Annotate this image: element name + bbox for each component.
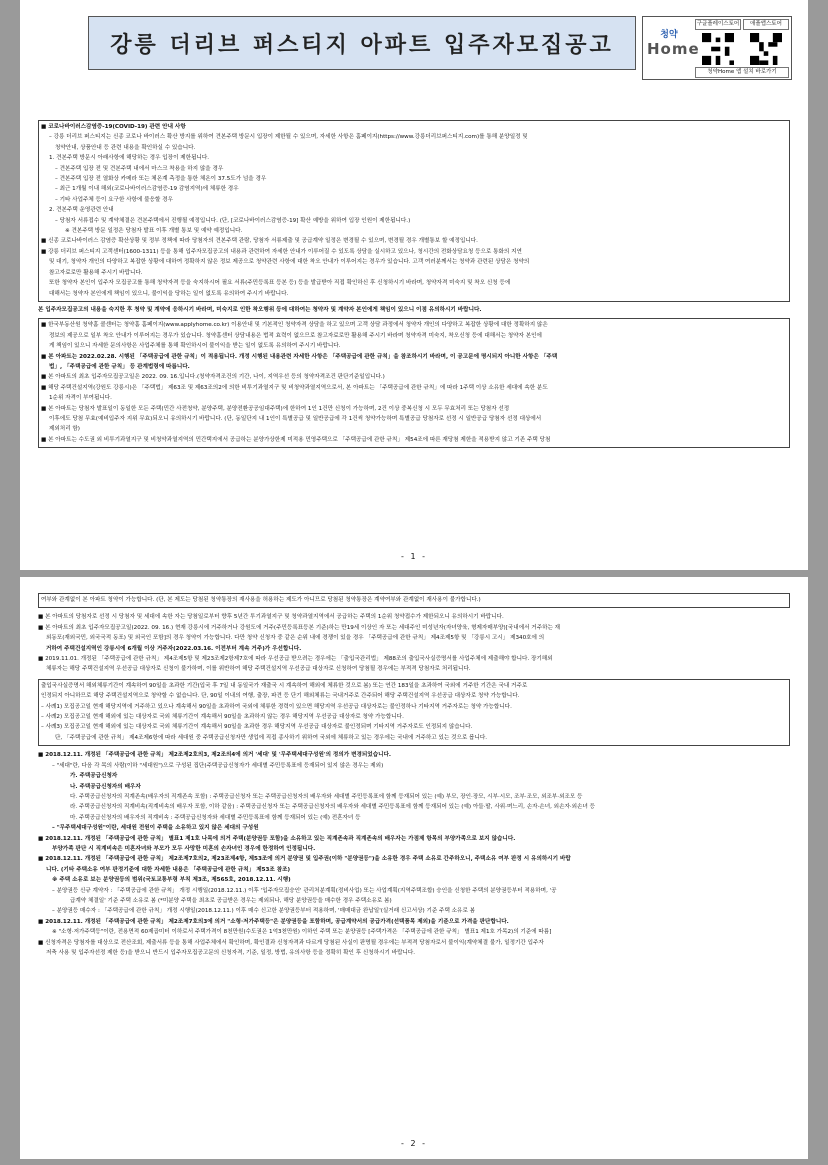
text-line: ■ 강릉 더리브 퍼스티지 고객센터(1600-1311) 등을 통해 입주자모집공고의 내용과 관련하여 자세한 안내가 이루어질 수 있도록 상담을 실시하고 있으나, 청시간의 전화상담요청 등으로 통화의 지연: [41, 248, 522, 255]
text-line: 1. 견본주택 방문시 아래사항에 해당하는 경우 입장이 제한됩니다.: [49, 155, 210, 162]
text-line: 출입국사실증명서 해외체류기간이 계속하여 90일을 초과한 기간(입국 후 7일 내 동일국가 재출국 시 계속하여 해외에 체류한 것으로 봄) 또는 연간 183일을 초과하여 국외에 거주한 기간은 국내 거주로: [41, 682, 528, 689]
text-line: ■ 본 아파트는 2022.02.28. 시행된 「주택공급에 관한 규칙」이 적용됩니다. 개정 시행된 내용관련 자세한 사항은 「주택공급에 관한 규칙」을 참조하시기 바라며, 이 공고문에 명시되지 아니한 사항은 「주택: [41, 353, 558, 360]
text-line: 2. 견본주택 운영관련 안내: [49, 207, 114, 214]
text-line: 라. 주택공급신청자의 직계비속(직계비속의 배우자 포함, 이하 같음) : 주택공급신청자 또는 주택공급신청자의 배우자와 세대별 주민등록표에 함께 등재되어 있는 (예) 아들·딸, 사위·며느리, 손자·손녀, 외손자·외손녀 등: [70, 804, 596, 811]
app-store-qr[interactable]: [743, 19, 789, 65]
text-line: 부양가족 판단 시 직계비속은 미혼자녀와 부모가 모두 사망한 미혼의 손자녀인 경우에 한정하여 인정됩니다.: [52, 845, 316, 852]
text-line: ■ 신청자격은 당첨자를 대상으로 전산조회, 제출서류 등을 통해 사업주체에서 확인하며, 확인결과 신청자격과 다르게 당첨된 사실이 판명될 경우에는 부적격 당첨자로서 불이익(계약체결 불가, 일정기간 입주자: [38, 939, 544, 946]
text-line: 다. 주택공급신청자의 직계존속(배우자의 직계존속 포함) : 주택공급신청자 또는 주택공급신청자의 배우자와 세대별 주민등록표에 함께 등재되어 있는 (예) 부모, 장인·장모, 시부·시모, 조부·조모, 외조부·외조모 등: [70, 793, 583, 800]
text-line: – 분양권등 신규 계약자 : 「주택공급에 관한 규칙」 개정 시행일(2018.12.11.) 이후 '입주자모집승인' 관리처분계획(정비사업) 또는 사업계획(지역주택조합) 승인을 신청한 주택의 분양권등부터 적용하며, '공: [52, 887, 557, 894]
qr-label: 애플앱스토어: [743, 19, 789, 30]
text-line: 니다. (기타 주택소유 여부 판정기준에 대한 자세한 내용은 「주택공급에 관한 규칙」 제53조 참조): [46, 866, 291, 873]
notice-heading: 본 입주자모집공고의 내용을 숙지한 후 청약 및 계약에 응하시기 바라며, 미숙지로 인한 착오행위 등에 대하여는 청약자 및 계약자 본인에게 책임이 있으니 이점 유의하시기 바랍니다.: [38, 306, 482, 313]
text-line: ■ 해당 주택건설지역(강원도 강릉시)은 「주택법」 제63조 및 제63조의2에 의한 비투기과열지구 및 비청약과열지역으로서, 본 아파트는 「주택공급에 관한 규칙」에 따라 1주택 이상 소유한 세대에 속한 분도: [41, 384, 548, 391]
text-line: 정보의 제공으로 일부 착오 안내가 이루어지는 경우가 있습니다. 청약홈센터 상담내용은 법적 효력이 없으므로 참고자료로만 활용해 주시기 바라며 청약자격 미숙지, 착오신청 등에 대해서는 청약자 본인에: [49, 332, 542, 339]
text-line: ■ 한국부동산원 청약홈 콜센터는 청약홈 홈페이지(www.applyhome.co.kr) 이용안내 및 기본적인 청약자격 상담을 하고 있으며 고객 상담 과정에서 청약자 개인의 다양하고 복잡한 상황에 대한 정확하지 않은: [41, 322, 548, 329]
text-line: – 사례2) 모집공고일 현재 해외에 있는 대상자로 국외 체류기간이 계속해서 90일을 초과하지 않는 경우 해당지역 우선공급 대상자로 청약 가능합니다.: [41, 714, 404, 721]
page-2: [20, 577, 808, 1159]
logo-bottom-text: Home: [647, 40, 700, 58]
covid-notice-box: [38, 120, 790, 302]
text-line: 외동포(재외국민, 외국국적 동포) 및 외국인 포함]의 경우 청약이 가능합니다. 다만 청약 신청자 중 같은 순위 내에 경쟁이 있을 경우 「주택공급에 관한 규칙」 제4조제5항 및 「강릉시 고시」 제340호에 의: [46, 635, 545, 642]
text-line: ※ 주택 소유로 보는 분양권등의 범위(국토교통부령 부칙 제3조, 제565호, 2018.12.11. 시행): [52, 877, 291, 884]
page-title: 강릉 더리브 퍼스티지 아파트 입주자모집공고: [110, 32, 614, 58]
text-line: 나. 주택공급신청자의 배우자: [70, 783, 141, 790]
text-line: 거하여 주택건설지역인 강릉시에 6개월 이상 거주자(2022.03.16. 이전부터 계속 거주)가 우선합니다.: [46, 645, 302, 652]
text-line: ※ "소형·저가주택등"이란, 전용면적 60제곱미터 이하로서 주택가격이 8천만원(수도권은 1억3천만원) 이하인 주택 또는 분양권등 [주택가격은 「주택공급에 관한 규칙」 별표1 제1호 가목2)의 기준에 따름]: [52, 929, 552, 936]
text-line: 게 책임이 있으니 자세한 문의사항은 사업주체를 통해 확인하시어 불이익을 받는 일이 없도록 유의하여 주시기 바랍니다.: [49, 343, 341, 350]
page-1: [20, 0, 808, 570]
text-line: ■ 본 아파트의 최초 입주자모집공고일(2022. 09. 16.) 현재 강릉시에 거주하거나 강원도에 거주(주민등록표등본 기준)하는 만19세 이상인 자 또는 세대주인 미성년자(자녀양육, 형제자매부양)[국내에서 거주하는 재: [38, 624, 561, 631]
residency-notice-lines: [38, 612, 790, 674]
text-line: ■ 본 아파트는 수도권 외 비투기과열지구 및 비청약과열지역의 민간택지에서 공급하는 분양가상한제 미적용 민영주택으로 「주택공급에 관한 규칙」 제54조에 따른 재당첨 제한을 적용받지 않고 기존 주택 당첨: [41, 436, 551, 443]
text-line: – "무주택세대구성원"이란, 세대원 전원이 주택을 소유하고 있지 않은 세대의 구성원: [52, 825, 259, 832]
text-line: ■ 2019.11.01. 개정된 「주택공급에 관한 규칙」 제4조제5항 및 제23조제2항제7호에 따라 우선공급 받으려는 경우에는 「출입국관리법」 제88조의 출입국사실증명서를 사업주체에 제출해야 합니다. 장기해외: [38, 656, 553, 663]
text-line: 여부와 관계없이 본 아파트 청약이 가능합니다. (단, 본 제도는 당첨된 청약통장의 재사용을 허용하는 제도가 아니므로 당첨된 청약통장은 계약여부와 관계없이 재사용이 불가합니다.): [41, 597, 481, 603]
text-line: ■ 본 아파트의 최초 입주자모집공고일은 2022. 09. 16.입니다.(청약자격조건의 기간, 나이, 지역우선 등의 청약자격조건 판단기준일입니다.): [41, 374, 385, 381]
text-line: ■ 신종 코로나바이러스 감염증 확산상황 및 정부 정책에 따라 당첨자의 견본주택 관람, 당첨자 서류제출 및 공급계약 일정은 변경될 수 있으며, 변경될 경우 개별통보 할 예정입니다.: [41, 238, 478, 245]
cheongyak-home-logo: [647, 27, 700, 58]
text-line: – 기타 사업주체 등이 요구한 사항에 불응할 경우: [55, 196, 173, 203]
text-line: 1순위 자격이 부여됩니다.: [49, 395, 112, 402]
text-line: – 사례3) 모집공고일 현재 해외에 있는 대상자로 국외 체류기간이 계속해서 90일을 초과한 경우 해당지역 우선공급 대상자로 불인정되며 기타지역 거주자로도 인정되지 않습니다.: [41, 724, 473, 731]
qr-code-icon: [750, 33, 782, 65]
text-line: ■ 2018.12.11. 개정된 「주택공급에 관한 규칙」 제2조제2호의3, 제2조의4에 의거 '세대' 및 '무주택세대구성원'의 정의가 변경되었습니다.: [38, 752, 392, 759]
text-line: – 견본주택 입장 전 및 견본주택 내에서 마스크 착용을 하지 않을 경우: [55, 165, 224, 172]
overseas-stay-box: [38, 679, 790, 746]
app-download-box: [642, 16, 792, 80]
text-line: 법」, 「주택공급에 관한 규칙」 등 관계법령에 따릅니다.: [49, 363, 190, 370]
page-2-content: [38, 593, 790, 958]
text-line: – 최근 1개월 이내 해외(코로나바이러스감염증-19 감염지역)에 체류한 경우: [55, 186, 239, 193]
text-line: 가. 주택공급신청자: [70, 773, 118, 780]
text-line: 참고자료로만 활용해 주시기 바랍니다.: [49, 269, 143, 276]
text-line: – 사례1) 모집공고일 현재 해당지역에 거주하고 있으나 계속해서 90일을 초과하여 국외에 체류한 경력이 있으면 해당지역 우선공급 대상자로는 불인정하나 기타지역 거주자로는 청약 가능합니다.: [41, 703, 512, 710]
text-line: 인정되지 아니하므로 해당 주택건설지역으로 청약할 수 없습니다. 단, 90일 이내의 여행, 출장, 파견 등 단기 해외체류는 국내거주로 간주되어 해당 주택건설지역 우선공급 대상자로 청약 가능합니다.: [41, 693, 520, 700]
logo-top-text: 청약: [660, 30, 678, 40]
google-play-qr[interactable]: [695, 19, 741, 65]
text-line: – 분양권등 매수자 : 「주택공급에 관한 규칙」 개정 시행일(2018.12.11.) 이후 매수 신고한 분양권등부터 적용하며, '매매대금 완납일'(실거래 신고서상) 기준 주택 소유로 봄: [52, 908, 476, 915]
page-1-content: [38, 120, 790, 448]
page-number: - 2 -: [401, 1139, 427, 1148]
text-line: 단, 「주택공급에 관한 규칙」 제4조제6항에 따라 세대원 중 주택공급신청자만 생업에 직접 종사하기 위하여 국외에 체류하고 있는 경우에는 국내에 거주하고 있는 것으로 봅니다.: [55, 734, 488, 741]
continued-notice-box: [38, 593, 790, 608]
text-line: 마. 주택공급신청자의 배우자의 직계비속 : 주택공급신청자와 세대별 주민등록표에 함께 등재되어 있는 (예) 전혼자녀 등: [70, 814, 361, 821]
text-line: 청약안내, 상품안내 등 관련 내용을 확인하실 수 있습니다.: [55, 144, 196, 151]
text-line: ■ 2018.12.11. 개정된 「주택공급에 관한 규칙」 별표1 제1호 나목에 의거 주택(분양권등 포함)을 소유하고 있는 직계존속과 직계존속의 배우자는 가점제 항목의 부양가족으로 보지 않습니다.: [38, 835, 516, 842]
title-box: [88, 16, 636, 70]
text-line: ■ 본 아파트의 당첨자로 선정 시 당첨자 및 세대에 속한 자는 당첨일로부터 향후 5년간 투기과열지구 및 청약과열지역에서 공급하는 주택의 1순위 청약접수가 제한되오니 유의하시기 바랍니다.: [38, 614, 504, 621]
text-line: – 당첨자 서류접수 및 계약체결은 견본주택에서 진행될 예정입니다. (단, [코로나바이러스감염증-19] 확산 예방을 위하여 입장 인원이 제한됩니다.): [55, 217, 411, 224]
text-line: 이후에도 당첨 무효(예비입주자 지위 무효)되오니 유의하시기 바랍니다. (단, 동일단지 내 1인이 특별공급 및 일반공급에 각 1건씩 청약가능하며 특별공급 당첨자로 선정 시 일반공급 당첨자 선정 대상에서: [49, 415, 542, 422]
text-line: ※ 견본주택 방문 일정은 당첨자 발표 이후 개별 통보 및 예약 예정입니다.: [65, 228, 243, 235]
text-line: – 강릉 더리브 퍼스티지는 신종 코로나 바이러스 확산 방지를 위하여 견본주택 방문시 입장이 제한될 수 있으며, 자세한 사항은 홈페이지(https://www.강릉더리브퍼스티지.com)를 통해 분양일정 및: [49, 134, 528, 141]
page-number: - 1 -: [401, 552, 427, 561]
text-line: 제외처리 함): [49, 426, 80, 433]
qr-code-icon: [702, 33, 734, 65]
text-line: 대해서는 청약자 본인에게 책임이 있으니, 불이익을 당하는 일이 없도록 유의하여 주시기 바랍니다.: [49, 290, 289, 297]
text-line: – "세대"란, 다음 각 목의 사람(이하 "세대원")으로 구성된 집단(주택공급신청자가 세대별 주민등록표에 등재되어 있지 않은 경우는 제외): [52, 762, 384, 769]
text-line: 및 대기, 청약자 개인의 다양하고 복잡한 상황에 대하여 정확하지 않은 정보 제공으로 청약관련 사항에 대한 착오 안내가 이루어지는 경우가 있습니다. 고객 여러분께서는 청약과 관련된 상담은 청약의: [49, 259, 530, 266]
text-line: – 견본주택 입장 전 열화상 카메라 또는 체온계 측정을 통한 체온이 37.5도가 넘을 경우: [55, 176, 267, 183]
text-line: 체류자는 해당 주택건설지역 우선공급 대상자로 신청이 불가하며, 이를 위반하여 해당 주택건설지역 우선공급 대상자로 신청하여 당첨될 경우에는 부적격 당첨자로 처리됩니다.: [46, 666, 471, 673]
text-line: ■ 2018.12.11. 개정된 「주택공급에 관한 규칙」 제2조제7호의3에 의거 "소형·저가주택등"은 분양권등을 포함하며, 공급계약서의 공급가격(선택품목 제외)을 기준으로 가격을 판단합니다.: [38, 918, 509, 925]
text-line: 또한 청약자 본인이 입주자 모집공고를 통해 청약자격 등을 숙지하시어 필요 서류(주민등록표 등본 등) 등을 발급받아 직접 확인하신 후 신청하시기 바라며, 청약자격 미숙지 및 착오 신청 등에: [49, 280, 511, 287]
text-line: ■ 코로나바이러스감염증-19(COVID-19) 관련 안내 사항: [41, 124, 186, 130]
text-line: ■ 2018.12.11. 개정된 「주택공급에 관한 규칙」 제2조제7호의2, 제23조제4항, 제53조에 의거 분양권 및 입주권(이하 "분양권등")을 소유한 경우 주택 소유로 간주하오니, 주택소유 여부 판정 시 유의하시기 바랍: [38, 856, 571, 863]
qr-label: 구글플레이스토어: [695, 19, 741, 30]
app-install-caption[interactable]: 청약Home 앱 설치 바로가기: [695, 67, 789, 78]
household-rules-lines: [38, 750, 790, 958]
text-line: 저축 사용 및 입주자선정 제한 등)을 받으니 반드시 입주자모집공고문의 신청자격, 기준, 일정, 방법, 유의사항 등을 정확히 확인 후 신청하시기 바랍니다.: [46, 950, 416, 956]
text-line: ■ 본 아파트는 당첨자 발표일이 동일한 모든 주택(민간 사전청약, 분양주택, 분양전환공공임대주택)에 한하여 1인 1건만 신청이 가능하며, 2건 이상 중복신청 시 모두 무효처리 또는 당첨자 선정: [41, 405, 510, 412]
general-notice-box: [38, 318, 790, 448]
text-line: 급계약 체결일' 기준 주택 소유로 봄 (*미분양 주택을 최초로 공급받은 경우는 제외되나, 해당 분양권등을 매수한 경우 주택소유로 봄): [70, 897, 392, 904]
